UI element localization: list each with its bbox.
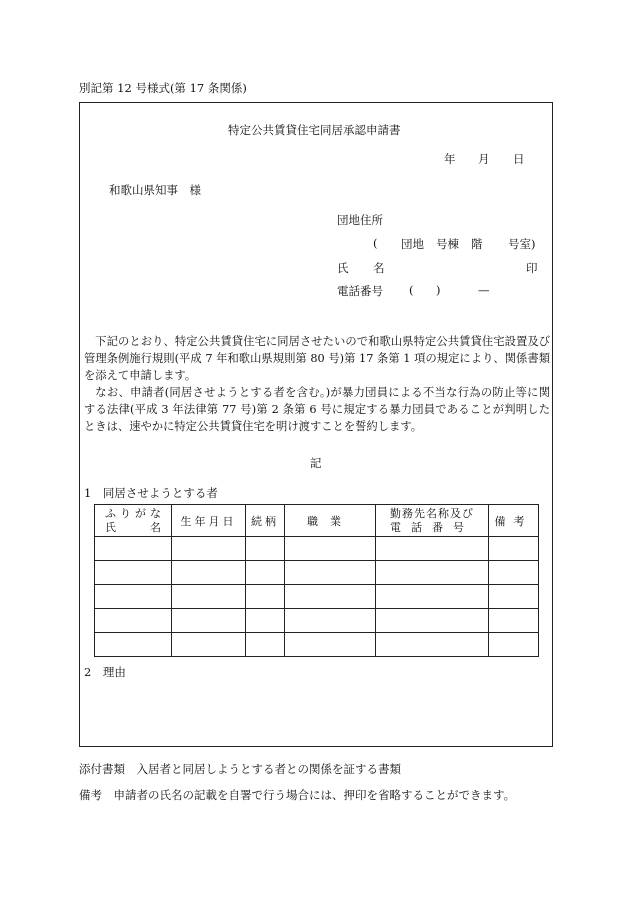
cell-relation[interactable] [246, 585, 285, 609]
name-label-2: 名 [373, 261, 385, 275]
section-1-heading: 1 同居させようとする者 [84, 486, 218, 500]
cell-name[interactable] [95, 585, 172, 609]
table-row [95, 609, 539, 633]
cell-name[interactable] [95, 561, 172, 585]
phone-dash: — [478, 283, 490, 297]
address-paren-open: ( [373, 236, 378, 250]
cell-birthdate[interactable] [172, 561, 246, 585]
cohabitant-table [94, 504, 539, 657]
address-danchi: 団地 [401, 237, 424, 251]
cell-occupation[interactable] [285, 633, 376, 657]
header-workplace [376, 505, 489, 537]
cell-occupation[interactable] [285, 609, 376, 633]
header-furigana: ふ り が な [105, 506, 161, 520]
cell-workplace[interactable] [376, 585, 489, 609]
phone-label: 電話番号 [337, 284, 383, 298]
cell-name[interactable] [95, 537, 172, 561]
addressee: 和歌山県知事 様 [109, 183, 201, 197]
cell-workplace[interactable] [376, 561, 489, 585]
cell-occupation[interactable] [285, 585, 376, 609]
header-workplace-line2: 電話番号 [390, 520, 474, 534]
date-year: 年 [444, 152, 456, 166]
table-row [95, 585, 539, 609]
seal-mark: 印 [526, 261, 538, 275]
body-text [84, 333, 550, 435]
cell-birthdate[interactable] [172, 585, 246, 609]
body-paragraph-2: なお、申請者(同居させようとする者を含む。)が暴力団員による不当な行為の防止等に関する法律(平成 3 年法律第 77 号)第 2 条第 6 号に規定する暴力団員であることが判明したときは、速やかに特定公共賃貸住宅を明け渡すことを誓約します。 [84, 386, 550, 433]
table-row [95, 537, 539, 561]
attachment-note: 添付書類 入居者と同居しようとする者との関係を証する書類 [79, 762, 401, 776]
cell-workplace[interactable] [376, 537, 489, 561]
cell-relation[interactable] [246, 633, 285, 657]
address-label: 団地住所 [337, 213, 383, 227]
address-floor: 階 [471, 237, 483, 251]
cell-name[interactable] [95, 633, 172, 657]
name-label-1: 氏 [337, 261, 349, 275]
cell-remarks[interactable] [489, 633, 539, 657]
cell-occupation[interactable] [285, 561, 376, 585]
cell-occupation[interactable] [285, 537, 376, 561]
address-room: 号室) [508, 237, 536, 251]
cell-birthdate[interactable] [172, 609, 246, 633]
cell-birthdate[interactable] [172, 537, 246, 561]
remarks-note: 備考 申請者の氏名の記載を自署で行う場合には、押印を省略することができます。 [79, 788, 516, 802]
table-row [95, 633, 539, 657]
ki-heading: 記 [310, 456, 322, 470]
date-month: 月 [478, 152, 490, 166]
header-birthdate: 生年月日 [172, 505, 246, 537]
cell-relation[interactable] [246, 609, 285, 633]
cell-workplace[interactable] [376, 633, 489, 657]
form-title: 特定公共賃貸住宅同居承認申請書 [228, 123, 401, 137]
date-day: 日 [513, 152, 525, 166]
header-workplace-line1: 勤務先名称及び [390, 506, 474, 520]
cell-relation[interactable] [246, 537, 285, 561]
section-2-heading: 2 理由 [84, 665, 126, 679]
body-paragraph-1: 下記のとおり、特定公共賃貸住宅に同居させたいので和歌山県特定公共賃貸住宅設置及び管理条例施行規則(平成 7 年和歌山県規則第 80 号)第 17 条第 1 項の規定により、関係書類を添えて申請します。 [84, 335, 550, 382]
cell-workplace[interactable] [376, 609, 489, 633]
cell-remarks[interactable] [489, 609, 539, 633]
cell-remarks[interactable] [489, 585, 539, 609]
header-name [95, 505, 172, 537]
phone-paren-close: ) [436, 283, 441, 297]
cell-birthdate[interactable] [172, 633, 246, 657]
form-label: 別記第 12 号様式(第 17 条関係) [79, 81, 247, 95]
header-occupation: 職業 [285, 505, 376, 537]
cell-remarks[interactable] [489, 561, 539, 585]
cell-name[interactable] [95, 609, 172, 633]
cell-remarks[interactable] [489, 537, 539, 561]
header-relation: 続柄 [246, 505, 285, 537]
table-row [95, 561, 539, 585]
header-shimei: 氏 名 [105, 520, 161, 534]
address-building: 号棟 [436, 237, 459, 251]
phone-paren-open: ( [409, 283, 414, 297]
cell-relation[interactable] [246, 561, 285, 585]
table-header-row [95, 505, 539, 537]
header-remarks: 備考 [489, 505, 539, 537]
